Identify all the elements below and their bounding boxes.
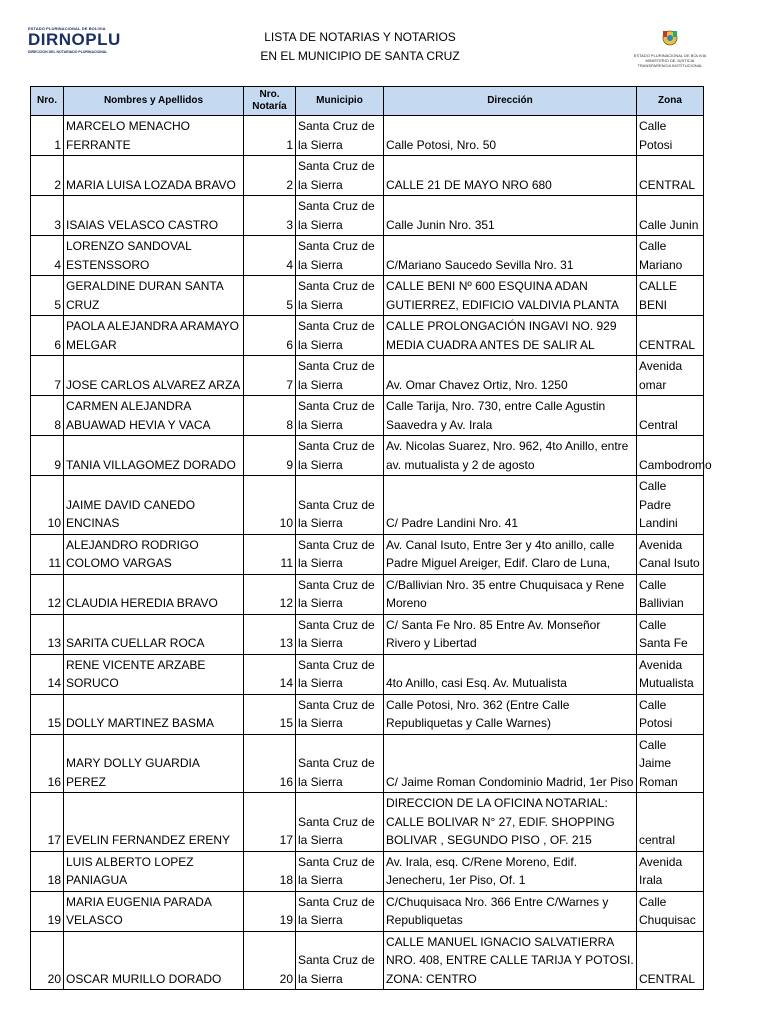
cell-municipio: Santa Cruz de la Sierra xyxy=(296,116,384,156)
col-header-notaria: Nro. Notaría xyxy=(244,87,296,116)
cell-notaria: 14 xyxy=(244,654,296,694)
cell-nro: 7 xyxy=(31,356,64,396)
cell-zona: Avenida Mutualista xyxy=(637,654,704,694)
cell-nombre: TANIA VILLAGOMEZ DORADO xyxy=(64,436,244,476)
cell-zona: Calle Junin xyxy=(637,196,704,236)
cell-notaria: 5 xyxy=(244,276,296,316)
title-line-1: LISTA DE NOTARIAS Y NOTARIOS xyxy=(264,30,456,44)
cell-zona: CENTRAL xyxy=(637,316,704,356)
cell-direccion: Calle Junin Nro. 351 xyxy=(384,196,637,236)
cell-direccion: C/Ballivian Nro. 35 entre Chuquisaca y Rene Moreno xyxy=(384,574,637,614)
cell-zona: Avenida Canal Isuto xyxy=(637,534,704,574)
cell-direccion: Av. Nicolas Suarez, Nro. 962, 4to Anillo, entre av. mutualista y 2 de agosto xyxy=(384,436,637,476)
cell-nombre: SARITA CUELLAR ROCA xyxy=(64,614,244,654)
logo-right-line-1: ESTADO PLURINACIONAL DE BOLIVIA xyxy=(633,53,707,58)
cell-direccion: 4to Anillo, casi Esq. Av. Mutualista xyxy=(384,654,637,694)
cell-zona: Calle Potosi xyxy=(637,694,704,734)
cell-zona: CENTRAL xyxy=(637,156,704,196)
cell-zona: Calle Santa Fe xyxy=(637,614,704,654)
cell-direccion: CALLE 21 DE MAYO NRO 680 xyxy=(384,156,637,196)
logo-sub-text: DIRECCION DEL NOTARIADO PLURINACIONAL xyxy=(28,50,108,54)
cell-direccion: C/ Jaime Roman Condominio Madrid, 1er Piso xyxy=(384,734,637,793)
table-row xyxy=(31,891,704,931)
cell-direccion: Calle Tarija, Nro. 730, entre Calle Agustin Saavedra y Av. Irala xyxy=(384,396,637,436)
cell-nro: 12 xyxy=(31,574,64,614)
cell-zona: CALLE BENI xyxy=(637,276,704,316)
cell-municipio: Santa Cruz de la Sierra xyxy=(296,436,384,476)
table-row xyxy=(31,436,704,476)
cell-notaria: 13 xyxy=(244,614,296,654)
cell-nro: 17 xyxy=(31,793,64,852)
cell-nro: 1 xyxy=(31,116,64,156)
title-line-2: EN EL MUNICIPIO DE SANTA CRUZ xyxy=(260,49,460,63)
cell-zona: Calle Jaime Roman xyxy=(637,734,704,793)
logo-top-text: ESTADO PLURINACIONAL DE BOLIVIA xyxy=(28,26,106,31)
col-header-direccion: Dirección xyxy=(384,87,637,116)
dirnoplu-logo xyxy=(28,26,121,70)
coat-of-arms-icon xyxy=(660,28,680,48)
logo-brand: DIRNOPLU xyxy=(28,30,121,49)
cell-direccion: C/Mariano Saucedo Sevilla Nro. 31 xyxy=(384,236,637,276)
cell-notaria: 1 xyxy=(244,116,296,156)
table-row xyxy=(31,196,704,236)
cell-municipio: Santa Cruz de la Sierra xyxy=(296,476,384,535)
cell-municipio: Santa Cruz de la Sierra xyxy=(296,694,384,734)
col-header-municipio: Municipio xyxy=(296,87,384,116)
cell-nro: 3 xyxy=(31,196,64,236)
cell-notaria: 20 xyxy=(244,931,296,990)
cell-nombre: MARIA LUISA LOZADA BRAVO xyxy=(64,156,244,196)
cell-zona: Avenida omar xyxy=(637,356,704,396)
cell-zona: CENTRAL xyxy=(637,931,704,990)
cell-nombre: OSCAR MURILLO DORADO xyxy=(64,931,244,990)
table-row xyxy=(31,654,704,694)
cell-notaria: 3 xyxy=(244,196,296,236)
cell-nombre: LORENZO SANDOVAL ESTENSSORO xyxy=(64,236,244,276)
cell-municipio: Santa Cruz de la Sierra xyxy=(296,793,384,852)
table-row xyxy=(31,116,704,156)
col-header-nro: Nro. xyxy=(31,87,64,116)
page-title xyxy=(240,28,480,66)
cell-municipio: Santa Cruz de la Sierra xyxy=(296,156,384,196)
cell-zona: Avenida Irala xyxy=(637,851,704,891)
cell-nombre: MARY DOLLY GUARDIA PEREZ xyxy=(64,734,244,793)
table-row xyxy=(31,276,704,316)
table-body xyxy=(31,116,712,990)
cell-municipio: Santa Cruz de la Sierra xyxy=(296,356,384,396)
cell-notaria: 6 xyxy=(244,316,296,356)
cell-nombre: ISAIAS VELASCO CASTRO xyxy=(64,196,244,236)
cell-nro: 10 xyxy=(31,476,64,535)
table-row xyxy=(31,476,704,535)
cell-direccion: Calle Potosi, Nro. 362 (Entre Calle Republiquetas y Calle Warnes) xyxy=(384,694,637,734)
cell-nro: 5 xyxy=(31,276,64,316)
cell-notaria: 11 xyxy=(244,534,296,574)
cell-notaria: 16 xyxy=(244,734,296,793)
cell-direccion: Calle Potosi, Nro. 50 xyxy=(384,116,637,156)
cell-municipio: Santa Cruz de la Sierra xyxy=(296,396,384,436)
cell-municipio: Santa Cruz de la Sierra xyxy=(296,734,384,793)
cell-nombre: CARMEN ALEJANDRA ABUAWAD HEVIA Y VACA xyxy=(64,396,244,436)
cell-nro: 6 xyxy=(31,316,64,356)
col-header-zona: Zona xyxy=(637,87,704,116)
cell-nombre: MARCELO MENACHO FERRANTE xyxy=(64,116,244,156)
cell-notaria: 17 xyxy=(244,793,296,852)
cell-nro: 15 xyxy=(31,694,64,734)
cell-municipio: Santa Cruz de la Sierra xyxy=(296,236,384,276)
col-header-nombres: Nombres y Apellidos xyxy=(64,87,244,116)
notary-table xyxy=(30,86,712,990)
ministerio-logo xyxy=(630,28,710,72)
cell-zona: Calle Chuquisac xyxy=(637,891,704,931)
cell-nombre: GERALDINE DURAN SANTA CRUZ xyxy=(64,276,244,316)
cell-notaria: 9 xyxy=(244,436,296,476)
cell-municipio: Santa Cruz de la Sierra xyxy=(296,316,384,356)
cell-zona: Central xyxy=(637,396,704,436)
table-row xyxy=(31,156,704,196)
cell-nombre: PAOLA ALEJANDRA ARAMAYO MELGAR xyxy=(64,316,244,356)
logo-right-line-2: MINISTERIO DE JUSTICIA xyxy=(645,58,695,63)
table-row xyxy=(31,793,704,852)
cell-notaria: 2 xyxy=(244,156,296,196)
cell-zona: Calle Potosi xyxy=(637,116,704,156)
table-row xyxy=(31,316,704,356)
cell-zona: Calle Padre Landini xyxy=(637,476,704,535)
cell-nombre: ALEJANDRO RODRIGO COLOMO VARGAS xyxy=(64,534,244,574)
cell-nombre: MARIA EUGENIA PARADA VELASCO xyxy=(64,891,244,931)
cell-municipio: Santa Cruz de la Sierra xyxy=(296,196,384,236)
table-row xyxy=(31,694,704,734)
cell-nro: 8 xyxy=(31,396,64,436)
cell-nro: 14 xyxy=(31,654,64,694)
cell-municipio: Santa Cruz de la Sierra xyxy=(296,574,384,614)
table-row xyxy=(31,734,704,793)
cell-municipio: Santa Cruz de la Sierra xyxy=(296,891,384,931)
cell-zona: Calle Mariano xyxy=(637,236,704,276)
cell-nro: 9 xyxy=(31,436,64,476)
cell-zona: Calle Ballivian xyxy=(637,574,704,614)
cell-direccion: DIRECCION DE LA OFICINA NOTARIAL: CALLE BOLIVAR N° 27, EDIF. SHOPPING BOLIVAR , SEGUNDO PISO , OF. 215 xyxy=(384,793,637,852)
cell-direccion: Av. Canal Isuto, Entre 3er y 4to anillo, calle Padre Miguel Areiger, Edif. Claro de Luna, xyxy=(384,534,637,574)
cell-nombre: CLAUDIA HEREDIA BRAVO xyxy=(64,574,244,614)
cell-notaria: 10 xyxy=(244,476,296,535)
table-row xyxy=(31,851,704,891)
cell-nro: 19 xyxy=(31,891,64,931)
cell-direccion: C/Chuquisaca Nro. 366 Entre C/Warnes y Republiquetas xyxy=(384,891,637,931)
cell-municipio: Santa Cruz de la Sierra xyxy=(296,851,384,891)
cell-nro: 18 xyxy=(31,851,64,891)
cell-nombre: RENE VICENTE ARZABE SORUCO xyxy=(64,654,244,694)
cell-nombre: EVELIN FERNANDEZ ERENY xyxy=(64,793,244,852)
cell-nro: 20 xyxy=(31,931,64,990)
cell-notaria: 12 xyxy=(244,574,296,614)
cell-municipio: Santa Cruz de la Sierra xyxy=(296,654,384,694)
cell-nombre: LUIS ALBERTO LOPEZ PANIAGUA xyxy=(64,851,244,891)
cell-nombre: DOLLY MARTINEZ BASMA xyxy=(64,694,244,734)
cell-nombre: JAIME DAVID CANEDO ENCINAS xyxy=(64,476,244,535)
cell-direccion: Av. Irala, esq. C/Rene Moreno, Edif. Jenecheru, 1er Piso, Of. 1 xyxy=(384,851,637,891)
cell-notaria: 18 xyxy=(244,851,296,891)
cell-nro: 2 xyxy=(31,156,64,196)
logo-right-line-3: TRANSPARENCIA INSTITUCIONAL xyxy=(637,63,703,68)
cell-direccion: CALLE BENI Nº 600 ESQUINA ADAN GUTIERREZ, EDIFICIO VALDIVIA PLANTA xyxy=(384,276,637,316)
cell-notaria: 8 xyxy=(244,396,296,436)
cell-direccion: CALLE MANUEL IGNACIO SALVATIERRA NRO. 408, ENTRE CALLE TARIJA Y POTOSI. ZONA: CENTRO xyxy=(384,931,637,990)
cell-direccion: C/ Santa Fe Nro. 85 Entre Av. Monseñor Rivero y Libertad xyxy=(384,614,637,654)
cell-direccion: C/ Padre Landini Nro. 41 xyxy=(384,476,637,535)
cell-nombre: JOSE CARLOS ALVAREZ ARZA xyxy=(64,356,244,396)
cell-nro: 13 xyxy=(31,614,64,654)
cell-notaria: 19 xyxy=(244,891,296,931)
table-row xyxy=(31,534,704,574)
table-row xyxy=(31,396,704,436)
cell-direccion: Av. Omar Chavez Ortiz, Nro. 1250 xyxy=(384,356,637,396)
cell-zona: central xyxy=(637,793,704,852)
table-row xyxy=(31,236,704,276)
cell-notaria: 7 xyxy=(244,356,296,396)
cell-nro: 11 xyxy=(31,534,64,574)
cell-zona: Cambodromo xyxy=(637,436,704,476)
table-header-row xyxy=(31,87,704,116)
cell-notaria: 4 xyxy=(244,236,296,276)
cell-nro: 4 xyxy=(31,236,64,276)
cell-municipio: Santa Cruz de la Sierra xyxy=(296,276,384,316)
cell-municipio: Santa Cruz de la Sierra xyxy=(296,931,384,990)
table-row xyxy=(31,574,704,614)
table-row xyxy=(31,614,704,654)
cell-direccion: CALLE PROLONGACIÓN INGAVI NO. 929 MEDIA CUADRA ANTES DE SALIR AL xyxy=(384,316,637,356)
cell-nro: 16 xyxy=(31,734,64,793)
table-row xyxy=(31,356,704,396)
cell-municipio: Santa Cruz de la Sierra xyxy=(296,534,384,574)
table-row xyxy=(31,931,704,990)
cell-notaria: 15 xyxy=(244,694,296,734)
cell-municipio: Santa Cruz de la Sierra xyxy=(296,614,384,654)
